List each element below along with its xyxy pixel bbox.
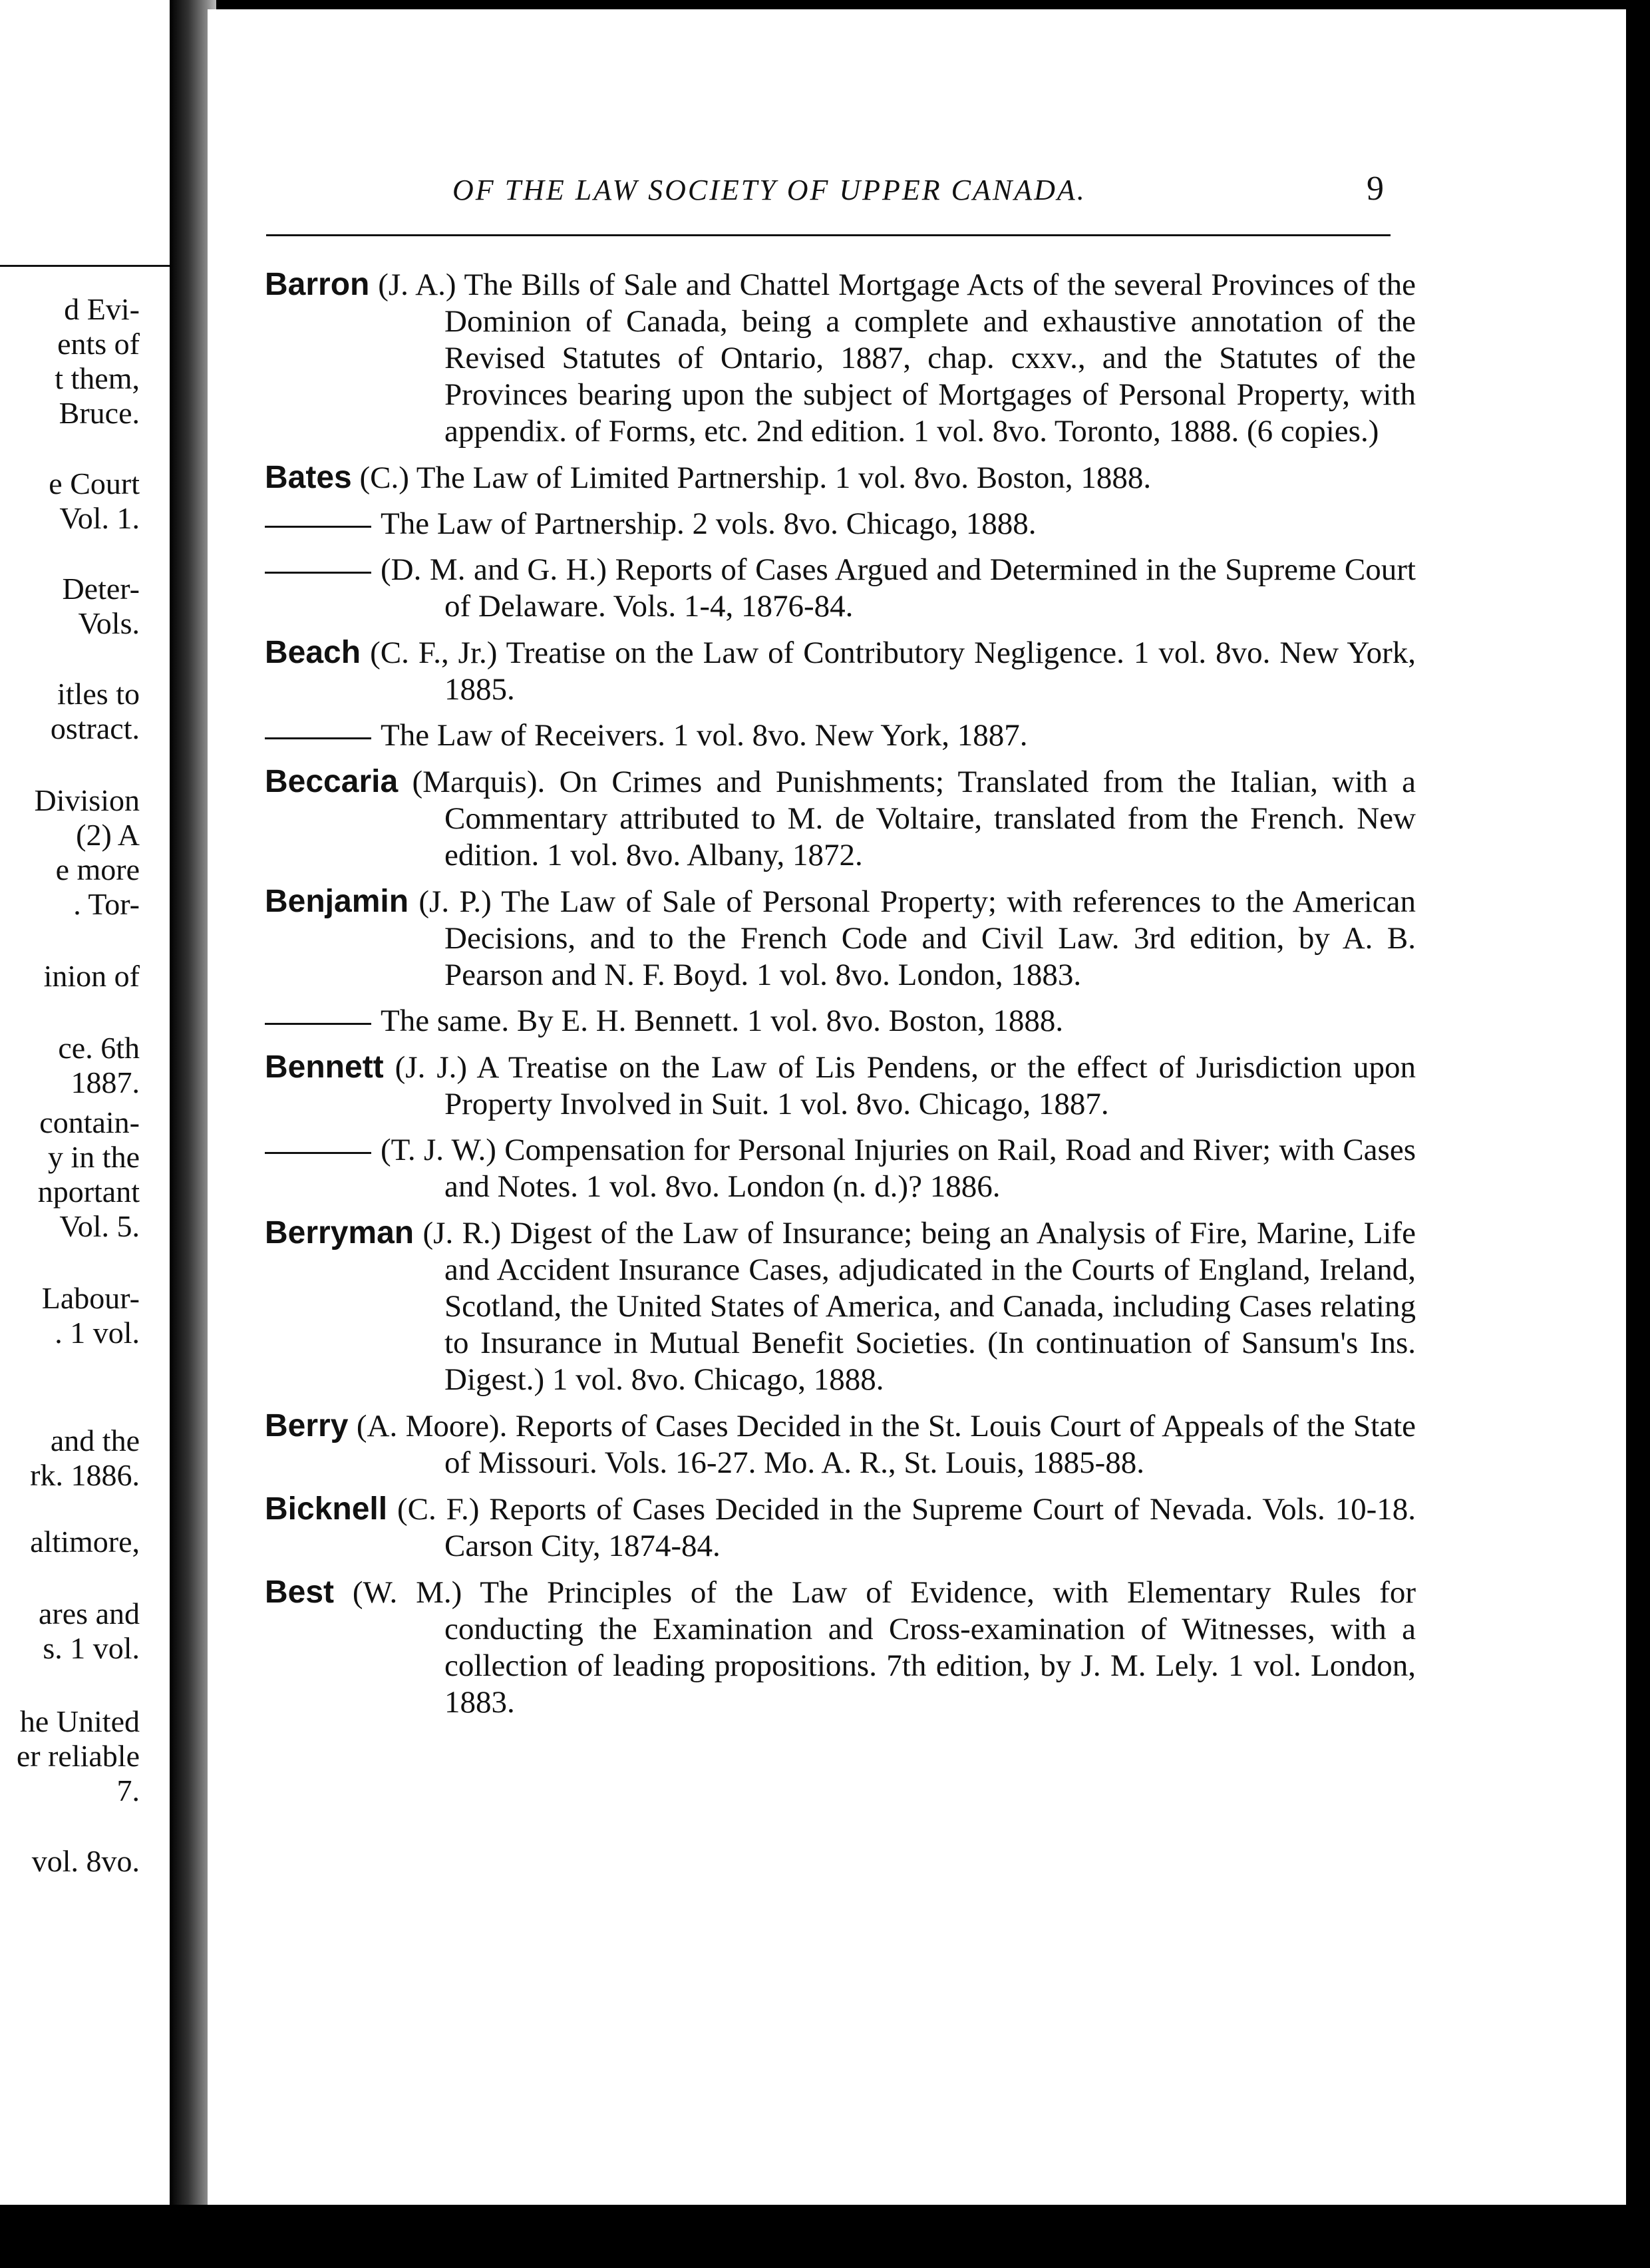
entry-author: Best <box>265 1575 335 1610</box>
previous-page-fragment: 7. <box>116 1774 140 1807</box>
catalogue-entry <box>265 1408 1416 1481</box>
catalogue-entry <box>265 717 1416 754</box>
ditto-dash <box>265 1152 371 1154</box>
entry-text: (J. P.) The Law of Sale of Personal Property; with references to the American Decisions, and to the French Code and Civil Law. 3rd edition, by A. B. Pearson and N. F. Boyd. 1 vol. 8vo. London, 1883. <box>418 884 1416 992</box>
entry-text: (C. F., Jr.) Treatise on the Law of Contributory Negligence. 1 vol. 8vo. New York, 1885. <box>370 636 1416 707</box>
previous-page-fragment: Vol. 1. <box>59 501 140 535</box>
running-header <box>452 170 1384 220</box>
previous-page-fragment: d Evi- <box>64 292 140 326</box>
previous-page-fragment: altimore, <box>30 1525 140 1559</box>
catalogue-entry <box>265 883 1416 994</box>
catalogue-entry <box>265 506 1416 542</box>
catalogue-entry <box>265 1215 1416 1398</box>
previous-page-fragment: nportant <box>37 1175 140 1209</box>
previous-page-fragment: e Court <box>49 467 140 500</box>
scan-border <box>0 2205 1650 2268</box>
entry-author: Berryman <box>265 1215 414 1250</box>
previous-page-fragment: rk. 1886. <box>30 1458 140 1492</box>
entry-author: Barron <box>265 267 370 302</box>
previous-page-fragment: . 1 vol. <box>55 1316 140 1350</box>
previous-page-fragment: er reliable <box>16 1739 140 1773</box>
entry-text: (J. J.) A Treatise on the Law of Lis Pendens, or the effect of Jurisdiction upon Property Involved in Suit. 1 vol. 8vo. Chicago, 1887. <box>395 1050 1416 1121</box>
entry-author: Bates <box>265 460 352 495</box>
entry-text: (W. M.) The Principles of the Law of Evidence, with Elementary Rules for conducting the Examination and Cross-examination of Witnesses, with a collection of leading propositions. 7th edition, by J. M. Lely. 1 vol. London, 1883. <box>352 1575 1416 1720</box>
previous-page-fragment: Vol. 5. <box>59 1209 140 1243</box>
previous-page-fragment: inion of <box>43 959 140 993</box>
previous-page-fragment: y in the <box>48 1140 140 1174</box>
catalogue-entry <box>265 1049 1416 1123</box>
ditto-dash <box>265 526 371 528</box>
previous-page-fragment: Vols. <box>78 606 140 640</box>
previous-page-fragment: ents of <box>57 327 140 361</box>
catalogue-entry <box>265 1574 1416 1721</box>
previous-page-fragment: ce. 6th <box>58 1031 140 1065</box>
previous-page-fragment: s. 1 vol. <box>43 1631 140 1665</box>
ditto-dash <box>265 1023 371 1025</box>
catalogue-entry <box>265 459 1416 496</box>
previous-page-fragment: Bruce. <box>59 396 140 430</box>
entry-text: (C. F.) Reports of Cases Decided in the Supreme Court of Nevada. Vols. 10-18. Carson City, 1874-84. <box>397 1492 1416 1563</box>
ditto-dash <box>265 737 371 739</box>
entry-text: (T. J. W.) Compensation for Personal Injuries on Rail, Road and River; with Cases and Notes. 1 vol. 8vo. London (n. d.)? 1886. <box>381 1133 1416 1204</box>
entry-text: The same. By E. H. Bennett. 1 vol. 8vo. Boston, 1888. <box>381 1004 1064 1038</box>
previous-page-margin <box>0 0 180 2268</box>
page-number: 9 <box>1367 170 1384 208</box>
previous-page-fragment: 1887. <box>71 1065 140 1099</box>
previous-page-fragment: Division <box>34 783 140 817</box>
previous-page-fragment: ostract. <box>50 711 140 745</box>
catalogue-entry <box>265 1003 1416 1040</box>
entry-author: Beach <box>265 635 361 670</box>
entry-author: Berry <box>265 1408 349 1443</box>
entry-author: Beccaria <box>265 764 399 799</box>
previous-page-fragment: contain- <box>39 1105 140 1139</box>
ditto-dash <box>265 572 371 574</box>
previous-page-fragment: and the <box>50 1423 140 1457</box>
previous-page-fragment: . Tor- <box>73 887 140 921</box>
previous-page-fragment: (2) A <box>76 818 140 852</box>
header-rule <box>266 234 1391 236</box>
previous-page-fragment: he United <box>19 1704 140 1738</box>
entry-author: Bennett <box>265 1049 384 1085</box>
previous-page-fragment: Labour- <box>41 1281 140 1315</box>
catalogue-entry <box>265 1491 1416 1565</box>
previous-page-fragment: t them, <box>55 361 140 395</box>
entry-text: The Law of Partnership. 2 vols. 8vo. Chicago, 1888. <box>381 506 1037 541</box>
catalogue-entry <box>265 552 1416 625</box>
previous-page-rule <box>0 265 180 267</box>
catalogue-entry <box>265 634 1416 708</box>
catalogue-entries <box>265 266 1416 1730</box>
entry-text: (A. Moore). Reports of Cases Decided in the St. Louis Court of Appeals of the State of Missouri. Vols. 16-27. Mo. A. R., St. Louis, 1885-88. <box>356 1409 1416 1480</box>
entry-text: The Law of Receivers. 1 vol. 8vo. New York, 1887. <box>381 718 1028 753</box>
entry-author: Benjamin <box>265 884 409 919</box>
entry-text: (Marquis). On Crimes and Punishments; Translated from the Italian, with a Commentary attributed to M. de Voltaire, translated from the French. New edition. 1 vol. 8vo. Albany, 1872. <box>412 765 1416 872</box>
previous-page-fragment: itles to <box>57 677 140 711</box>
previous-page-fragment: ares and <box>39 1597 140 1630</box>
previous-page-fragment: Deter- <box>62 572 140 606</box>
previous-page-fragment: vol. 8vo. <box>31 1844 140 1878</box>
catalogue-entry <box>265 763 1416 874</box>
catalogue-entry <box>265 266 1416 450</box>
entry-author: Bicknell <box>265 1491 388 1527</box>
running-title: OF THE LAW SOCIETY OF UPPER CANADA. <box>452 174 1086 206</box>
entry-text: (J. A.) The Bills of Sale and Chattel Mortgage Acts of the several Provinces of the Dominion of Canada, being a complete and exhaustive annotation of the Revised Statutes of Ontario, 1887, chap. cxxv., and the Statutes of the Provinces bearing upon the subject of Mortgages of Personal Property, with appendix. of Forms, etc. 2nd edition. 1 vol. 8vo. Toronto, 1888. (6 copies.) <box>378 268 1416 449</box>
entry-text: (J. R.) Digest of the Law of Insurance; being an Analysis of Fire, Marine, Life and Accident Insurance Cases, adjudicated in the Courts of England, Ireland, Scotland, the United States of America, and Canada, including Cases relating to Insurance in Mutual Benefit Societies. (In continuation of Sansum's Ins. Digest.) 1 vol. 8vo. Chicago, 1888. <box>422 1216 1416 1397</box>
entry-text: (C.) The Law of Limited Partnership. 1 vol. 8vo. Boston, 1888. <box>359 461 1152 495</box>
entry-text: (D. M. and G. H.) Reports of Cases Argued and Determined in the Supreme Court of Delaware. Vols. 1-4, 1876-84. <box>381 552 1416 624</box>
previous-page-fragment: e more <box>55 852 140 886</box>
catalogue-entry <box>265 1132 1416 1205</box>
